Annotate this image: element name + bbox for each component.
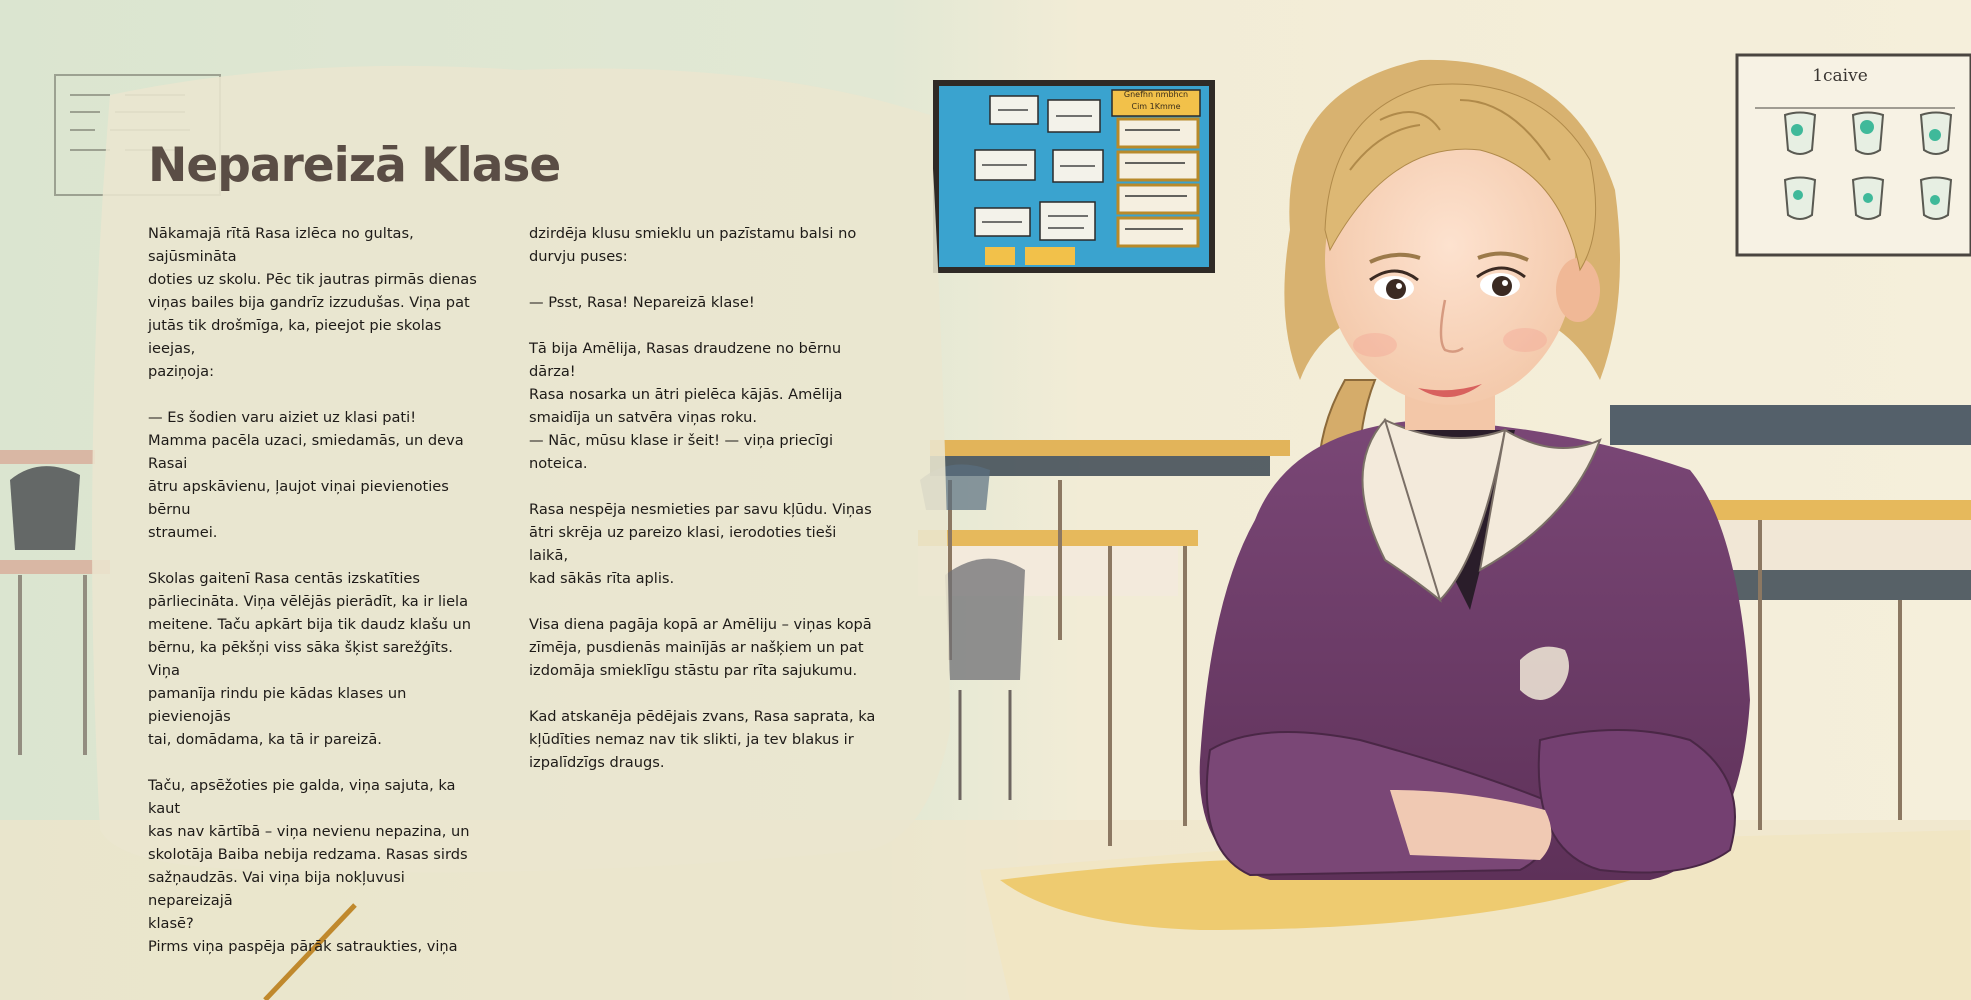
paragraph: Visa diena pagāja kopā ar Amēliju – viņas kopā zīmēja, pusdienās mainījās ar našķiem un pat izdomāja smieklīgu stāstu par rīta sajukumu. — [529, 616, 872, 679]
paragraph: Nākamajā rītā Rasa izlēca no gultas, sajūsmināta doties uz skolu. Pēc tik jautras pirmās dienas viņas bailes bija gandrīz izzudušas. Viņa pat jutās tik drošmīga, ka, pieejot pie skolas ieejas, paziņoja: — [148, 225, 477, 380]
paragraph: dzirdēja klusu smieklu un pazīstamu balsi no durvju puses: — [529, 225, 857, 265]
paragraph: Tā bija Amēlija, Rasas draudzene no bērnu dārza! Rasa nosarka un ātri pielēca kājās. Amēlija smaidīja un satvēra viņas roku. — Nāc, mūsu klase ir šeit! — viņa priecīgi noteica. — [529, 340, 843, 472]
paragraph: Kad atskanēja pēdējais zvans, Rasa saprata, ka kļūdīties nemaz nav tik slikti, ja tev blakus ir izpalīdzīgs draugs. — [529, 708, 876, 771]
story-column-left — [148, 222, 488, 958]
paragraph: Rasa nespēja nesmieties par savu kļūdu. Viņas ātri skrēja uz pareizo klasi, ierodoties tieši laikā, kad sākās rīta aplis. — [529, 501, 872, 587]
story-title: Nepareizā Klase — [148, 138, 561, 193]
bulletin-board-note: Gnefhn nmbhcn — [1123, 90, 1189, 99]
bulletin-board-note: Cim 1Kmme — [1131, 102, 1181, 111]
poster-title: 1caive — [1812, 66, 1868, 86]
paragraph: Taču, apsēžoties pie galda, viņa sajuta, ka kaut kas nav kārtībā – viņa nevienu nepazina, un skolotāja Baiba nebija redzama. Rasas sirds sažņaudzās. Vai viņa bija nokļuvusi nepareizajā klasē? Pirms viņa paspēja pārāk satraukties, viņa — [148, 777, 470, 955]
story-column-right — [529, 222, 879, 774]
paragraph: Skolas gaitenī Rasa centās izskatīties pārliecināta. Viņa vēlējās pierādīt, ka ir liela meitene. Taču apkārt bija tik daudz klašu un bērnu, ka pēkšņi viss sāka šķist sarežģīts. Viņa pamanīja rindu pie kādas klases un pievienojās tai, domādama, ka tā ir pareizā. — [148, 570, 472, 748]
paragraph: — Psst, Rasa! Nepareizā klase! — [529, 294, 755, 311]
paragraph: — Es šodien varu aiziet uz klasi pati! Mamma pacēla uzaci, smiedamās, un deva Rasai ātru apskāvienu, ļaujot viņai pievienoties bērnu straumei. — [148, 409, 464, 541]
